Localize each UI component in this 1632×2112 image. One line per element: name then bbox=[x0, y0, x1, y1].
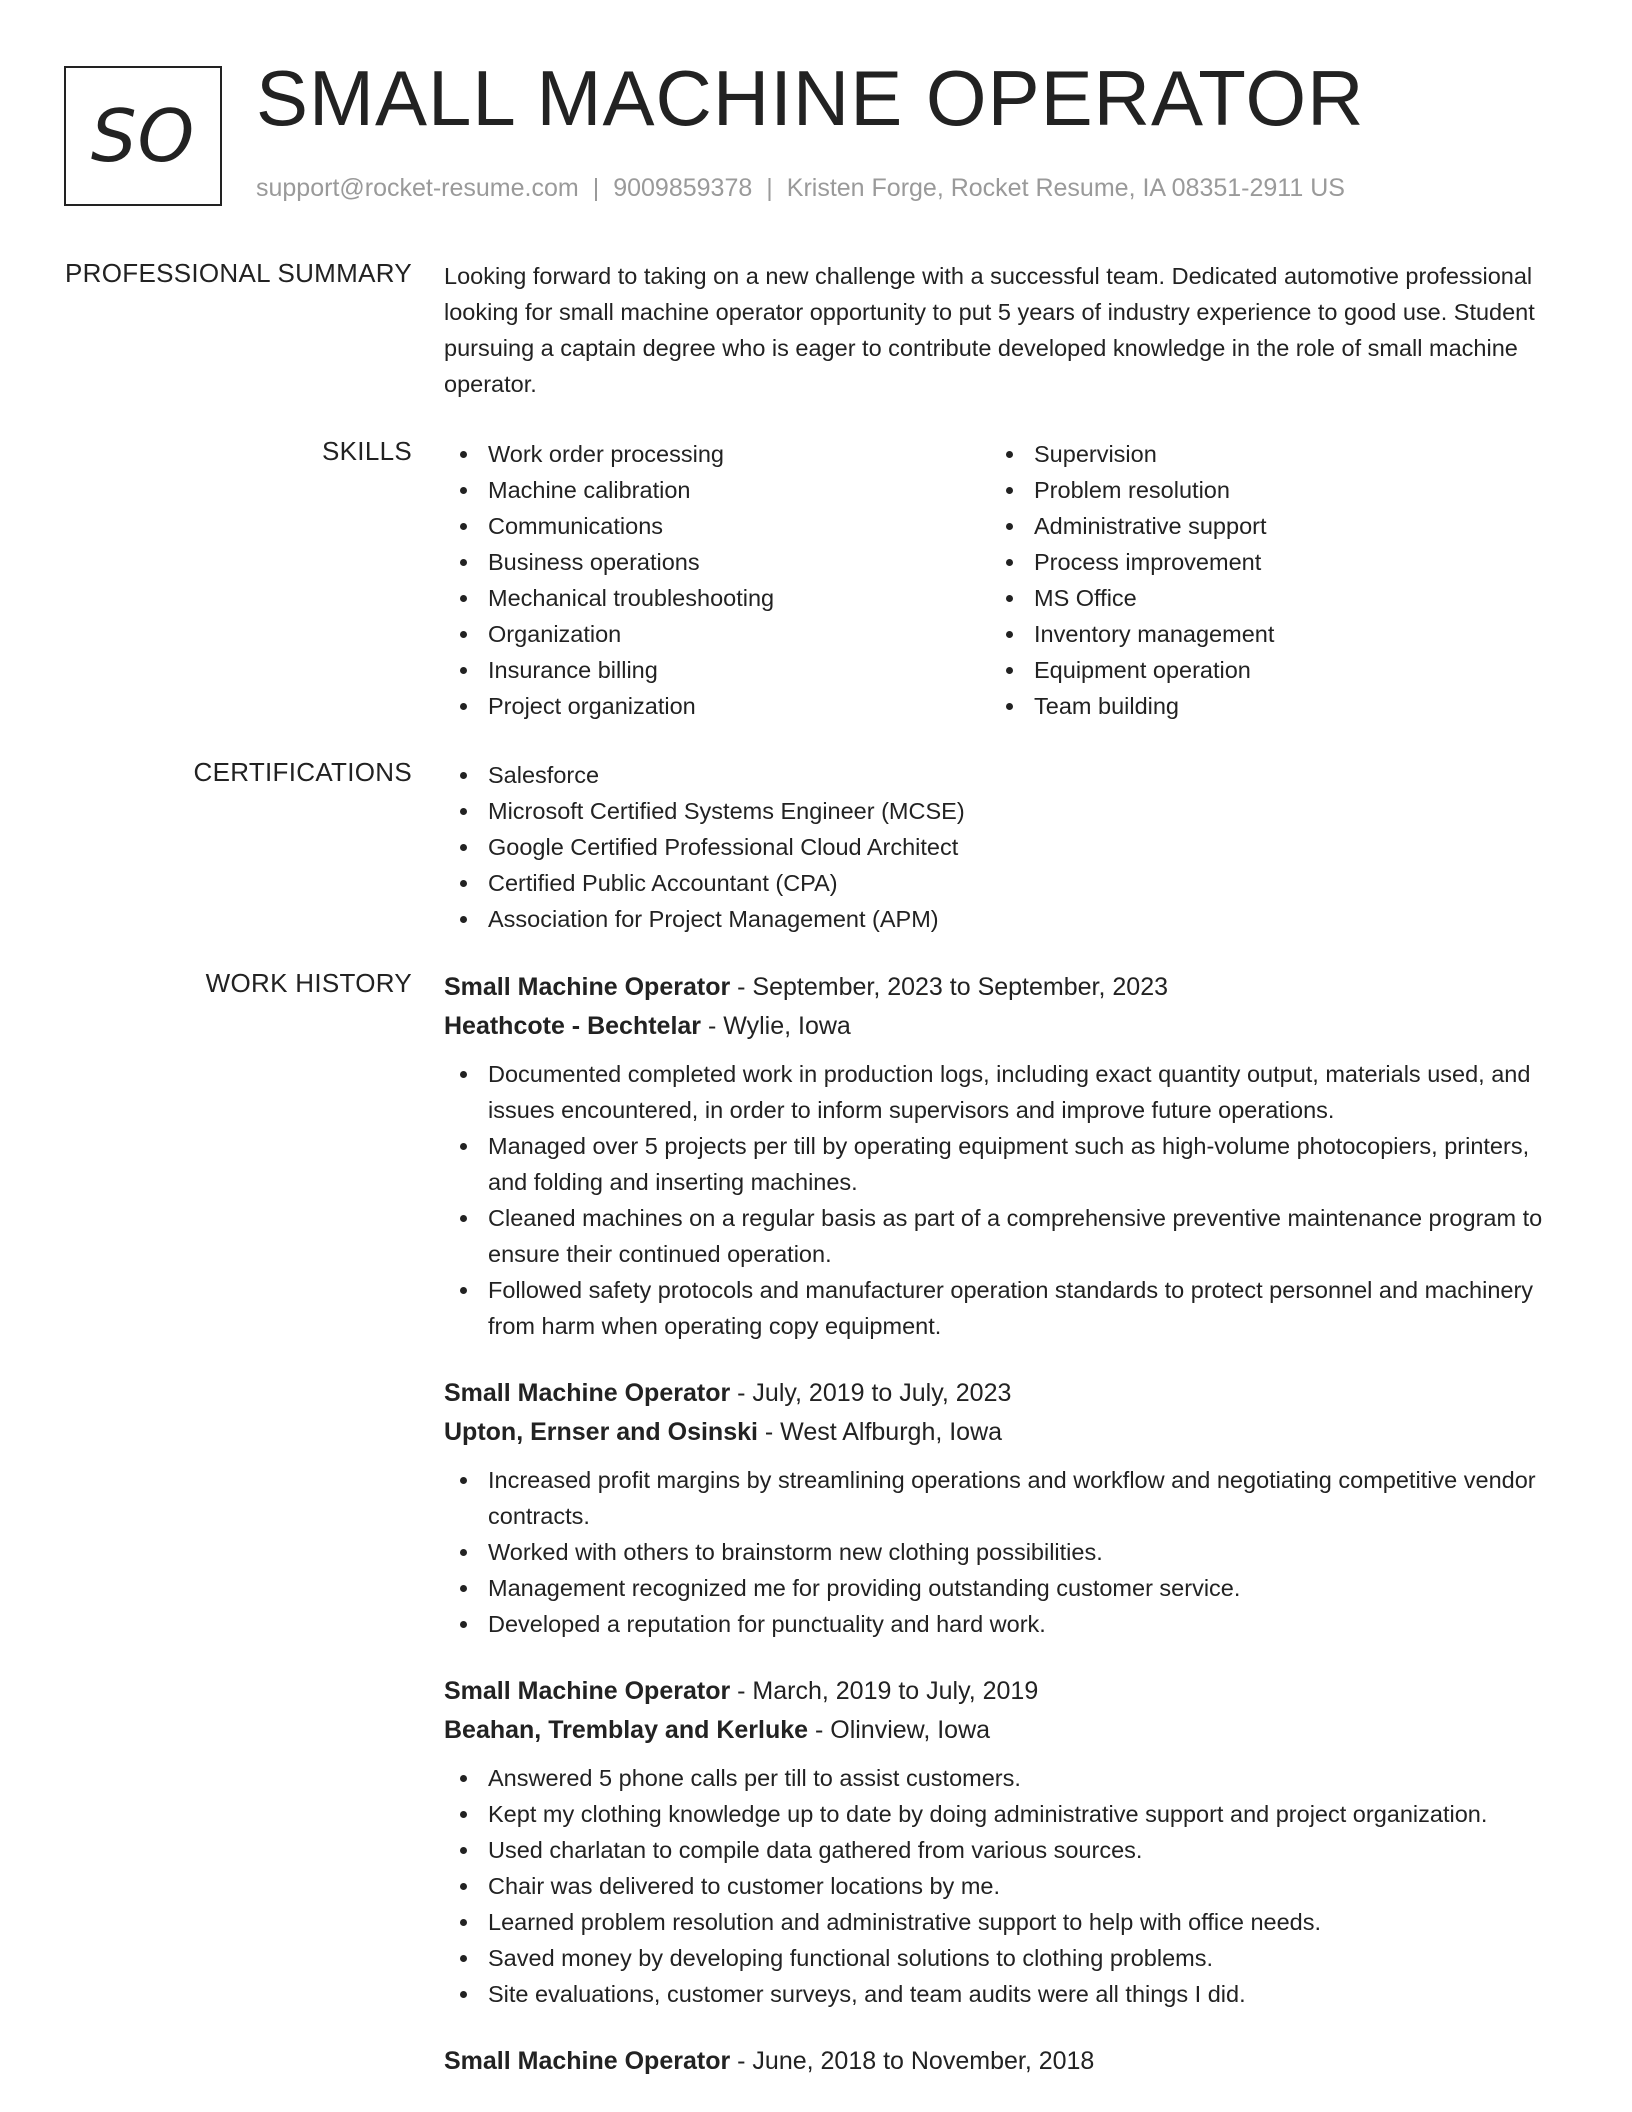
certification-item: Salesforce bbox=[444, 757, 1554, 793]
skill-item: Communications bbox=[444, 508, 990, 544]
skills-list-right bbox=[990, 436, 1536, 724]
certifications-list bbox=[444, 757, 1554, 937]
job-company: Heathcote - Bechtelar bbox=[444, 1012, 702, 1040]
contact-separator: | bbox=[592, 174, 600, 202]
job-bullets bbox=[444, 1462, 1554, 1642]
contact-address: Kristen Forge, Rocket Resume, IA 08351-2911 US bbox=[786, 174, 1345, 202]
job-company-line bbox=[444, 1711, 1554, 1750]
certification-item: Certified Public Accountant (CPA) bbox=[444, 865, 1554, 901]
job-bullet: Chair was delivered to customer locations by me. bbox=[444, 1868, 1554, 1904]
skills-body bbox=[444, 436, 1554, 724]
job-bullet: Worked with others to brainstorm new clothing possibilities. bbox=[444, 1534, 1554, 1570]
skill-item: Insurance billing bbox=[444, 652, 990, 688]
job-bullets bbox=[444, 1760, 1554, 2012]
skill-item: Problem resolution bbox=[990, 472, 1536, 508]
contact-email[interactable]: support@rocket-resume.com bbox=[256, 174, 579, 202]
skill-item: Project organization bbox=[444, 688, 990, 724]
job-title-line bbox=[444, 1672, 1554, 1711]
job-dates: - March, 2019 to July, 2019 bbox=[730, 1677, 1039, 1705]
job-title: Small Machine Operator bbox=[444, 2047, 731, 2075]
job-bullet: Answered 5 phone calls per till to assist customers. bbox=[444, 1760, 1554, 1796]
section-label-skills: SKILLS bbox=[322, 436, 412, 466]
job-dates: - September, 2023 to September, 2023 bbox=[730, 973, 1168, 1001]
certifications-body bbox=[444, 757, 1554, 937]
job-company: Beahan, Tremblay and Kerluke bbox=[444, 1716, 809, 1744]
job-entry bbox=[444, 2042, 1554, 2081]
summary-text: Looking forward to taking on a new challenge with a successful team. Dedicated automotive professional looking for small machine operator opportunity to put 5 years of industry experience to good use. Student pursuing a captain degree who is eager to contribute developed knowledge in the role of small machine operator. bbox=[444, 263, 1535, 397]
certification-item: Microsoft Certified Systems Engineer (MCSE) bbox=[444, 793, 1554, 829]
section-label-work-history: WORK HISTORY bbox=[205, 968, 412, 998]
job-location: - West Alfburgh, Iowa bbox=[757, 1418, 1003, 1446]
contact-separator: | bbox=[766, 174, 773, 202]
job-entry bbox=[444, 1672, 1554, 2012]
contact-phone[interactable]: 9009859378 bbox=[613, 174, 753, 202]
skill-item: Administrative support bbox=[990, 508, 1536, 544]
job-bullet: Management recognized me for providing outstanding customer service. bbox=[444, 1570, 1554, 1606]
job-bullet: Saved money by developing functional solutions to clothing problems. bbox=[444, 1940, 1554, 1976]
page-title: SMALL MACHINE OPERATOR bbox=[256, 54, 1365, 142]
job-bullet: Managed over 5 projects per till by operating equipment such as high-volume photocopiers, printers, and folding and inserting machines. bbox=[444, 1128, 1554, 1200]
skill-item: Organization bbox=[444, 616, 990, 652]
job-location: - Olinview, Iowa bbox=[808, 1716, 991, 1744]
skills-list-left bbox=[444, 436, 990, 724]
job-dates: - July, 2019 to July, 2023 bbox=[730, 1379, 1012, 1407]
job-company-line bbox=[444, 1007, 1554, 1046]
skill-item: Process improvement bbox=[990, 544, 1536, 580]
skill-item: MS Office bbox=[990, 580, 1536, 616]
job-title: Small Machine Operator bbox=[444, 973, 731, 1001]
job-bullet: Learned problem resolution and administrative support to help with office needs. bbox=[444, 1904, 1554, 1940]
monogram-badge: SO bbox=[64, 66, 222, 206]
job-title-line bbox=[444, 1374, 1554, 1413]
job-dates: - June, 2018 to November, 2018 bbox=[730, 2047, 1095, 2075]
skill-item: Supervision bbox=[990, 436, 1536, 472]
job-location: - Wylie, Iowa bbox=[701, 1012, 851, 1040]
certification-item: Association for Project Management (APM) bbox=[444, 901, 1554, 937]
job-bullet: Site evaluations, customer surveys, and team audits were all things I did. bbox=[444, 1976, 1554, 2012]
job-entry bbox=[444, 1374, 1554, 1642]
job-bullet: Kept my clothing knowledge up to date by doing administrative support and project organization. bbox=[444, 1796, 1554, 1832]
skill-item: Machine calibration bbox=[444, 472, 990, 508]
job-title-line bbox=[444, 2042, 1554, 2081]
work-history-body bbox=[444, 968, 1554, 2111]
job-title: Small Machine Operator bbox=[444, 1379, 731, 1407]
skill-item: Equipment operation bbox=[990, 652, 1536, 688]
skills-grid bbox=[444, 436, 1554, 724]
section-label-certifications: CERTIFICATIONS bbox=[193, 757, 412, 787]
contact-line bbox=[256, 174, 1345, 203]
certification-item: Google Certified Professional Cloud Architect bbox=[444, 829, 1554, 865]
job-bullet: Followed safety protocols and manufacturer operation standards to protect personnel and machinery from harm when operating copy equipment. bbox=[444, 1272, 1554, 1344]
skill-item: Mechanical troubleshooting bbox=[444, 580, 990, 616]
job-bullet: Developed a reputation for punctuality and hard work. bbox=[444, 1606, 1554, 1642]
job-bullet: Used charlatan to compile data gathered from various sources. bbox=[444, 1832, 1554, 1868]
skill-item: Team building bbox=[990, 688, 1536, 724]
skill-item: Work order processing bbox=[444, 436, 990, 472]
skill-item: Inventory management bbox=[990, 616, 1536, 652]
skill-item: Business operations bbox=[444, 544, 990, 580]
section-label-summary: PROFESSIONAL SUMMARY bbox=[65, 258, 412, 288]
job-bullets bbox=[444, 1056, 1554, 1344]
job-title: Small Machine Operator bbox=[444, 1677, 731, 1705]
job-title-line bbox=[444, 968, 1554, 1007]
job-entry bbox=[444, 968, 1554, 1344]
job-bullet: Documented completed work in production logs, including exact quantity output, materials used, and issues encountered, in order to inform supervisors and improve future operations. bbox=[444, 1056, 1554, 1128]
job-bullet: Cleaned machines on a regular basis as part of a comprehensive preventive maintenance program to ensure their continued operation. bbox=[444, 1200, 1554, 1272]
job-company-line bbox=[444, 1413, 1554, 1452]
job-bullet: Increased profit margins by streamlining operations and workflow and negotiating competitive vendor contracts. bbox=[444, 1462, 1554, 1534]
job-company: Upton, Ernser and Osinski bbox=[444, 1418, 758, 1446]
